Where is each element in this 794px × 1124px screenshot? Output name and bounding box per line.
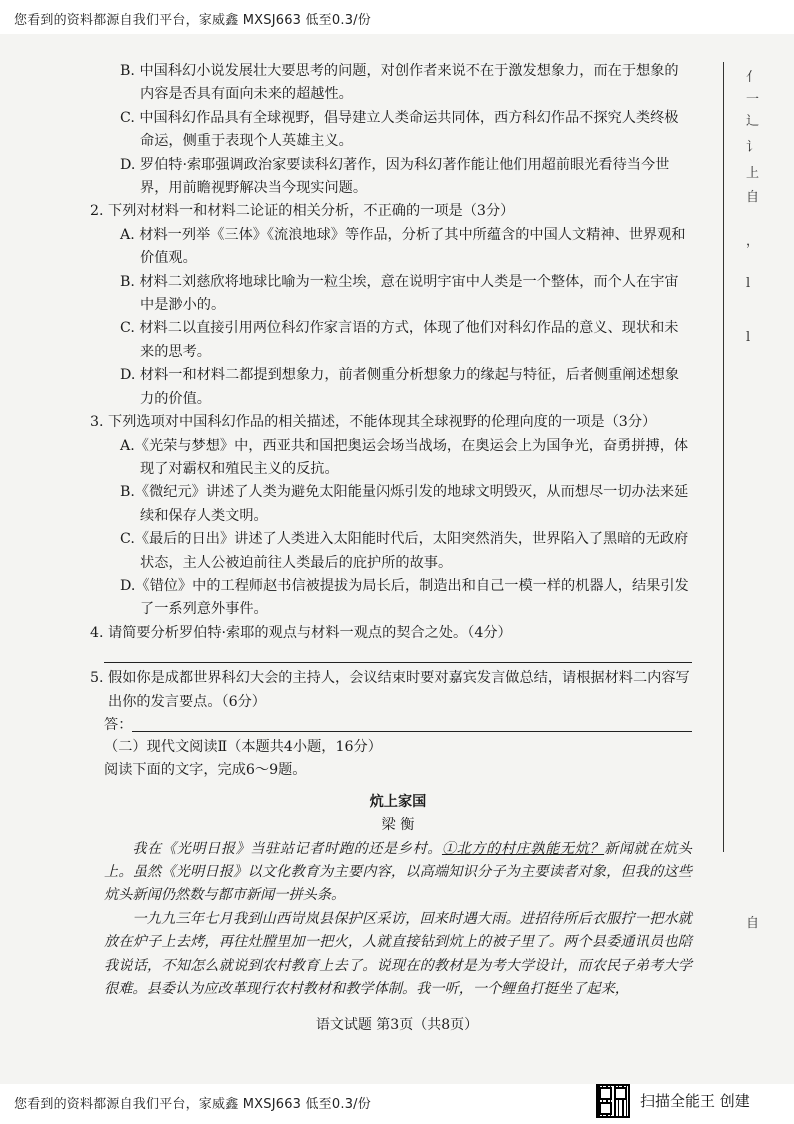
q3-option-c: C.《最后的日出》讲述了人类进入太阳能时代后，太阳突然消失，世界陷入了黑暗的无政府状态，主人公被迫前往人类最后的庇护所的故事。 — [120, 531, 689, 571]
scanner-app-label: 扫描全能王 创建 — [640, 1092, 750, 1110]
page-number-footer: 语文试题 第3页（共8页） — [315, 1017, 479, 1033]
q2-option-b: B. 材料二刘慈欣将地球比喻为一粒尘埃，意在说明宇宙中人类是一个整体，而个人在宇宙中是渺小的。 — [120, 273, 679, 314]
q5-answer-line — [104, 714, 692, 736]
q2-option-d: D. 材料一和材料二都提到想象力，前者侧重分析想象力的缘起与特征，后者侧重阐述想象力的价值。 — [120, 367, 680, 407]
edge-mark: ， — [746, 234, 760, 249]
q3-stem: 3. 下列选项对中国科幻作品的相关描述，不能体现其全球视野的伦理向度的一项是（3分） — [90, 414, 657, 431]
exam-content — [90, 60, 692, 1001]
answer-rule — [132, 731, 692, 732]
article-author: 梁 衡 — [381, 817, 415, 834]
q5-stem: 5. 假如你是成都世界科幻大会的主持人，会议结束时要对嘉宾发言做总结，请根据材料二内容写出你的发言要点。（6分） — [90, 670, 690, 710]
q2-option-c: C. 材料二以直接引用两位科幻作家言语的方式，体现了他们对科幻作品的意义、现状和未来的思考。 — [120, 320, 679, 360]
edge-mark: 上 — [746, 166, 760, 181]
q1-option-d: D. 罗伯特·索耶强调政治家要读科幻著作，因为科幻著作能让他们用超前眼光看待当今世界，用前瞻视野解决当今现实问题。 — [120, 156, 670, 197]
q2-stem: 2. 下列对材料一和材料二论证的相关分析，不正确的一项是（3分） — [90, 203, 515, 220]
q4-stem: 4. 请简要分析罗伯特·索耶的观点与材料一观点的契合之处。（4分） — [90, 624, 512, 641]
q3-option-b: B.《微纪元》讲述了人类为避免太阳能量闪烁引发的地球文明毁灭，从而想尽一切办法来延续和保存人类文明。 — [120, 484, 689, 524]
watermark-banner-bottom: 您看到的资料都源自我们平台，家威鑫 MXSJ663 低至0.3/份 — [14, 1097, 371, 1112]
q3-option-a: A.《光荣与梦想》中，西亚共和国把奥运会场当战场，在奥运会上为国争光，奋勇拼搏，体现了对霸权和殖民主义的反抗。 — [120, 437, 689, 477]
edge-mark: l — [746, 276, 751, 291]
article-paragraph-1 — [104, 838, 692, 908]
paragraph-text: 我在《光明日报》当驻站记者时跑的还是乡村。 — [132, 840, 442, 857]
edge-mark: 辶 — [746, 114, 760, 129]
article-title: 炕上家国 — [369, 793, 427, 810]
watermark-banner-top: 您看到的资料都源自我们平台，家威鑫 MXSJ663 低至0.3/份 — [14, 13, 371, 28]
article-paragraph-2: 一九九三年七月我到山西岢岚县保护区采访，回来时遇大雨。进招待所后衣服拧一把水就放在炉子上去烤，再往灶膛里加一把火，人就直接钻到炕上的被子里了。两个县委通讯员也陪我说话，不知怎么就说到农村教育上去了。说现在的教材是为考大学设计，而农民子弟考大学很难。县委认为应改革现行农村教材和教学体制。我一听，一个鲤鱼打挺坐了起来， — [104, 910, 692, 998]
q1-option-b: B. 中国科幻小说发展壮大要思考的问题，对创作者来说不在于激发想象力，而在于想象的内容是否具有面向未来的超越性。 — [120, 63, 679, 103]
edge-mark: 讠 — [746, 140, 760, 155]
q4-answer-line — [104, 645, 692, 667]
underlined-sentence-1: ①北方的村庄孰能无炕？ — [441, 840, 605, 857]
paragraph-text: 新闻就在炕头上。虽然《光明日报》以文化教育为主要内容，以高端知识分子为主要读者对象，但我的这些炕头新闻仍然数与都市新闻一拼头条。 — [104, 840, 692, 904]
q1-option-c: C. 中国科幻作品具有全球视野，倡导建立人类命运共同体，西方科幻作品不探究人类终极命运，侧重于表现个人英雄主义。 — [120, 109, 679, 150]
answer-rule — [104, 662, 692, 663]
edge-mark: 一 — [746, 92, 760, 107]
edge-mark: l — [746, 330, 751, 345]
binding-divider-line — [723, 62, 724, 852]
edge-mark: 自 — [746, 916, 760, 931]
section2-instruction: 阅读下面的文字，完成6～9题。 — [104, 762, 307, 779]
edge-mark: 自 — [746, 190, 760, 205]
q2-option-a: A. 材料一列举《三体》《流浪地球》等作品，分析了其中所蕴含的中国人文精神、世界观和价值观。 — [120, 226, 686, 267]
q3-option-d: D.《错位》中的工程师赵书信被提拔为局长后，制造出和自己一模一样的机器人，结果引发了一系列意外事件。 — [120, 577, 689, 618]
section2-heading: （二）现代文阅读Ⅱ（本题共4小题，16分） — [104, 738, 382, 755]
edge-mark: 亻 — [746, 70, 760, 85]
qr-code-icon — [596, 1084, 630, 1118]
answer-label: 答： — [104, 716, 133, 733]
